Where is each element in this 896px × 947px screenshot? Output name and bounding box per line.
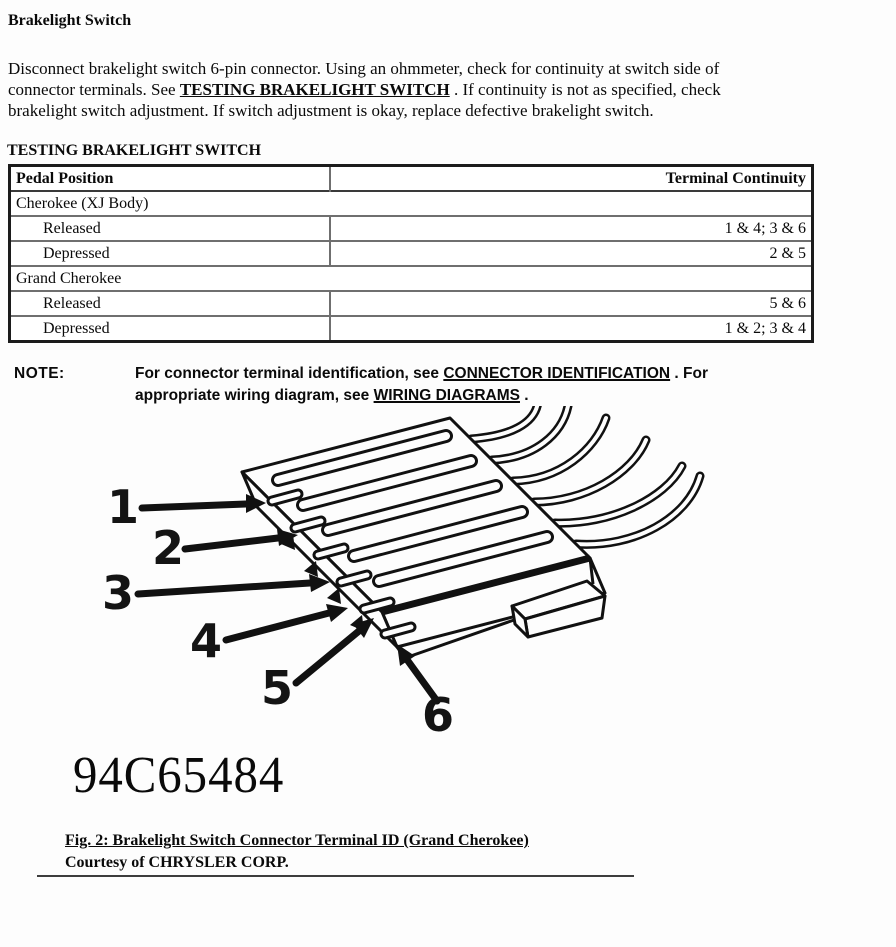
intro-line-1: Disconnect brakelight switch 6-pin connector. Using an ohmmeter, check for continuity at switch side of: [8, 59, 720, 78]
text-run: .: [519, 387, 529, 404]
note-label: NOTE:: [14, 365, 65, 382]
table-cell: 1 & 4; 3 & 6: [330, 216, 813, 241]
table-row: [10, 241, 813, 266]
connector-identification-link[interactable]: CONNECTOR IDENTIFICATION: [443, 365, 671, 382]
table-cell: Released: [43, 294, 101, 312]
wiring-diagrams-link[interactable]: WIRING DIAGRAMS: [373, 387, 520, 404]
note-text: [135, 363, 875, 407]
pin-1-label: 1: [106, 480, 140, 534]
text-run: . If continuity is not as specified, check: [449, 80, 721, 99]
figure-part-number: 94C65484: [73, 747, 285, 804]
text-run: appropriate wiring diagram, see: [135, 387, 374, 404]
continuity-table-body: [10, 166, 813, 342]
pin-5-arrow: [296, 618, 374, 683]
pin-2-label: 2: [151, 521, 185, 575]
pin-5-label: 5: [260, 661, 294, 715]
figure-caption: [37, 830, 634, 877]
table-cell: Depressed: [43, 319, 110, 337]
figure-caption-courtesy: Courtesy of CHRYSLER CORP.: [65, 854, 289, 871]
table-row: [10, 316, 813, 342]
text-run: For connector terminal identification, see: [135, 365, 444, 382]
page-title: Brakelight Switch: [8, 12, 132, 29]
table-cell: 2 & 5: [330, 241, 813, 266]
note-line-1: [135, 363, 875, 385]
table-row: [10, 191, 813, 216]
testing-brakelight-switch-link[interactable]: TESTING BRAKELIGHT SWITCH: [179, 80, 450, 99]
table-title: TESTING BRAKELIGHT SWITCH: [7, 142, 262, 159]
figure-caption-title: Fig. 2: Brakelight Switch Connector Terminal ID (Grand Cherokee): [65, 832, 529, 849]
pin-2-arrow: [185, 529, 298, 549]
text-run: connector terminals. See: [8, 80, 180, 99]
table-row: [10, 266, 813, 291]
table-cell: Cherokee (XJ Body): [16, 194, 149, 212]
pin-1-arrow: [142, 494, 266, 513]
table-row: [10, 291, 813, 316]
pin-3-arrow: [138, 574, 330, 594]
table-cell: Pedal Position: [16, 169, 114, 187]
note-line-2: [135, 385, 875, 407]
pin-4-label: 4: [189, 614, 223, 668]
pin-4-arrow: [226, 604, 348, 640]
intro-line-3: brakelight switch adjustment. If switch adjustment is okay, replace defective brakelight switch.: [8, 101, 654, 120]
table-cell: Terminal Continuity: [330, 166, 813, 192]
table-row: [10, 216, 813, 241]
table-cell: 5 & 6: [330, 291, 813, 316]
pin-6-label: 6: [421, 688, 455, 742]
connector-diagram: [90, 406, 730, 751]
pin-3-label: 3: [101, 566, 135, 620]
table-cell: Released: [43, 219, 101, 237]
intro-line-2: [8, 79, 721, 100]
table-cell: Grand Cherokee: [16, 269, 122, 287]
continuity-table: [8, 164, 814, 343]
table-cell: Depressed: [43, 244, 110, 262]
table-row: [10, 166, 813, 192]
intro-paragraph: [8, 58, 721, 121]
table-cell: 1 & 2; 3 & 4: [330, 316, 813, 342]
text-run: . For: [670, 365, 708, 382]
